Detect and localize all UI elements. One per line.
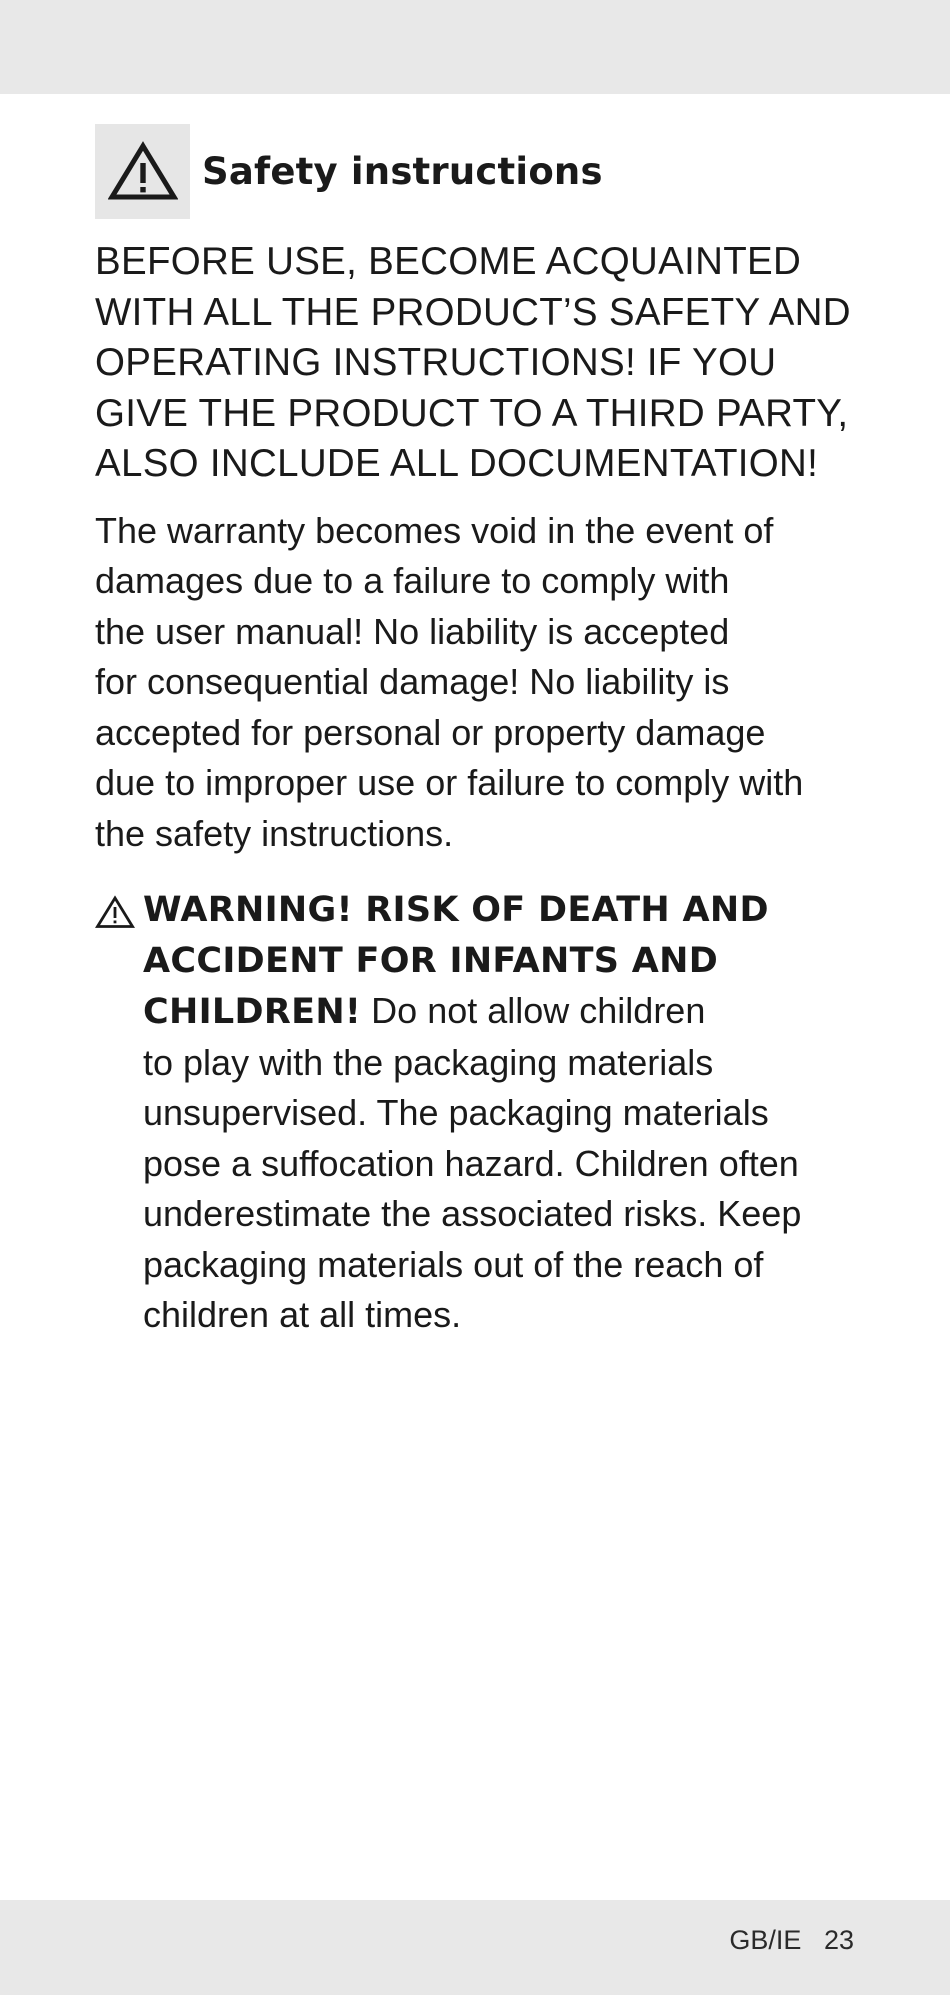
warning-heading-end: CHILDREN! (143, 992, 362, 1032)
warning-block (95, 885, 855, 1341)
warning-heading-line: ACCIDENT FOR INFANTS AND (143, 940, 719, 981)
warning-mixed-line (143, 986, 855, 1038)
warning-line: pose a suffocation hazard. Children often (143, 1142, 799, 1184)
section-heading (95, 123, 855, 219)
caps-warning-block (95, 237, 855, 490)
warning-text: Do not allow children (361, 990, 706, 1031)
caps-line: BEFORE USE, BECOME ACQUAINTED (95, 240, 802, 283)
paragraph-line: the safety instructions. (95, 812, 454, 854)
section-title: Safety instructions (202, 149, 603, 193)
warning-line: children at all times. (143, 1294, 462, 1335)
caps-line: ALSO INCLUDE ALL DOCUMENTATION! (95, 442, 819, 485)
paragraph-line: The warranty becomes void in the event of (95, 509, 774, 551)
paragraph-line: damages due to a failure to comply with (95, 560, 730, 601)
caps-line: GIVE THE PRODUCT TO A THIRD PARTY, (95, 391, 849, 435)
paragraph-line: accepted for personal or property damage (95, 711, 766, 753)
paragraph-line: due to improper use or failure to comply with (95, 762, 804, 803)
paragraph-line: the user manual! No liability is accepted (95, 610, 730, 652)
warning-line: unsupervised. The packaging materials (143, 1092, 769, 1133)
page-footer (729, 1925, 854, 1956)
top-band (0, 0, 950, 94)
caps-line: WITH ALL THE PRODUCT’S SAFETY AND (95, 290, 851, 334)
page-content (95, 123, 855, 1341)
page-number: 23 (823, 1925, 854, 1955)
warning-heading-line: WARNING! RISK OF DEATH AND (143, 890, 769, 930)
warranty-paragraph (95, 506, 855, 860)
warning-line: underestimate the associated risks. Keep (143, 1193, 802, 1234)
paragraph-line: for consequential damage! No liability is (95, 661, 730, 702)
warning-triangle-icon (95, 124, 190, 219)
footer-region: GB/IE (729, 1925, 802, 1955)
warning-line: packaging materials out of the reach of (143, 1243, 764, 1285)
warning-line: to play with the packaging materials (143, 1041, 714, 1083)
caps-line: OPERATING INSTRUCTIONS! IF YOU (95, 341, 777, 384)
warning-triangle-icon (95, 895, 135, 929)
